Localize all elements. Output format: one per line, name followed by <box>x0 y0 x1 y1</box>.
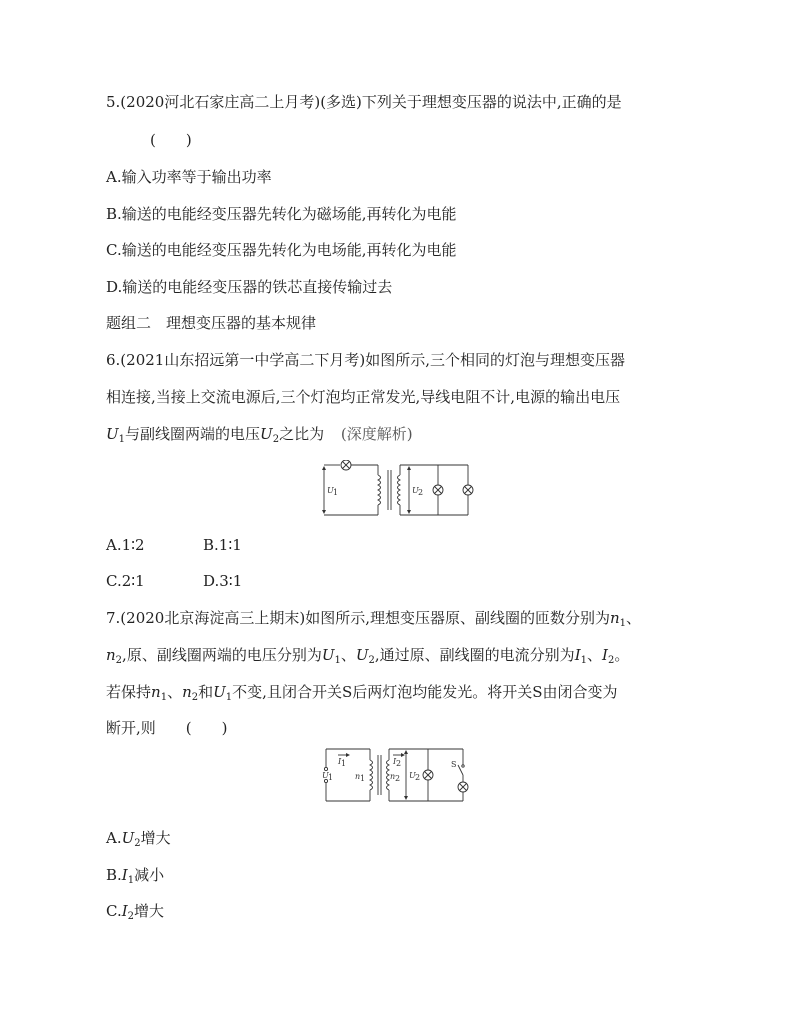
n2-symbol: n <box>106 646 116 664</box>
fig-i2-label: I <box>393 757 397 766</box>
q7-line-1-sep: 、 <box>626 609 642 627</box>
fig-i1-label: I <box>338 757 342 766</box>
n2-sub: 2 <box>191 692 199 703</box>
fig-u2-sub: 2 <box>418 488 424 497</box>
q7-sep: 、 <box>340 646 356 664</box>
fig-u2-label: U <box>412 486 419 495</box>
u2-symbol: U <box>355 646 369 664</box>
i1-sub: 1 <box>580 655 587 666</box>
q6-line-3-post: 之比为 <box>279 425 325 443</box>
q7-line-1 <box>106 608 641 634</box>
q5-option-c: C.输送的电能经变压器先转化为电场能,再转化为电能 <box>106 241 457 259</box>
q7-option-b-text: 减小 <box>134 866 165 884</box>
q7-option-c <box>106 901 164 927</box>
i2-symbol: I <box>602 646 608 664</box>
q7-option-b-label: B. <box>106 866 122 884</box>
i2-sub: 2 <box>127 911 135 922</box>
q7-line-3-a: 若保持 <box>106 683 152 701</box>
fig-u2-label: U <box>409 771 416 780</box>
u2-symbol: U <box>121 829 135 847</box>
u1-sub: 1 <box>118 434 126 445</box>
q7-line-3 <box>106 682 618 708</box>
q6-circuit-figure <box>318 460 478 520</box>
i2-symbol: I <box>121 902 128 920</box>
n1-sub: 1 <box>160 692 168 703</box>
q7-line-2-b: ,通过原、副线圈的电流分别为 <box>374 646 575 664</box>
q5-option-b: B.输送的电能经变压器先转化为磁场能,再转化为电能 <box>106 205 457 223</box>
q7-option-b <box>106 865 164 891</box>
q6-option-d: D.3∶1 <box>203 572 243 590</box>
n2-symbol: n <box>182 683 192 701</box>
fig-i1-sub: 1 <box>341 759 347 768</box>
u2-sub: 2 <box>272 434 280 445</box>
q7-option-a <box>106 828 171 854</box>
fig-i2-sub: 2 <box>396 759 402 768</box>
q7-option-a-text: 增大 <box>140 829 171 847</box>
fig-n1-sub: 1 <box>360 774 366 783</box>
depth-analysis-tag[interactable]: (深度解析) <box>340 425 413 443</box>
fig-u1-label: U <box>327 486 334 495</box>
q6-line-3-mid: 与副线圈两端的电压 <box>125 425 261 443</box>
fig-n2-sub: 2 <box>395 774 401 783</box>
q7-line-2-a: ,原、副线圈两端的电压分别为 <box>122 646 322 664</box>
q6-option-b: B.1∶1 <box>203 536 242 554</box>
q7-option-c-text: 增大 <box>134 902 165 920</box>
q7-line-3-b: 和 <box>198 683 214 701</box>
q6-line-1: 6.(2021山东招远第一中学高二下月考)如图所示,三个相同的灯泡与理想变压器 <box>106 351 625 369</box>
n1-symbol: n <box>151 683 161 701</box>
u2-sub: 2 <box>368 655 375 666</box>
n1-sub: 1 <box>619 618 627 629</box>
i1-sub: 1 <box>127 875 135 886</box>
u2-sub: 2 <box>134 838 141 849</box>
fig-u1-label: U <box>322 771 329 780</box>
u1-sub: 1 <box>334 655 341 666</box>
q5-option-a: A.输入功率等于输出功率 <box>106 168 272 186</box>
fig-switch-label: S <box>451 760 457 769</box>
q7-line-4: 断开,则 ( ) <box>106 719 228 737</box>
u1-symbol: U <box>213 683 226 701</box>
q7-period: 。 <box>614 646 630 664</box>
q5-option-d: D.输送的电能经变压器的铁芯直接传输过去 <box>106 278 393 296</box>
q6-line-2: 相连接,当接上交流电源后,三个灯泡均正常发光,导线电阻不计,电源的输出电压 <box>106 388 621 406</box>
n1-symbol: n <box>609 609 620 627</box>
q6-option-c: C.2∶1 <box>106 572 145 590</box>
fig-u2-sub: 2 <box>415 773 421 782</box>
u2-symbol: U <box>260 425 273 443</box>
i2-sub: 2 <box>607 655 615 666</box>
q6-line-3 <box>106 424 413 450</box>
u1-symbol: U <box>321 646 335 664</box>
q6-option-a: A.1∶2 <box>106 536 145 554</box>
q5-stem: 5.(2020河北石家庄高二上月考)(多选)下列关于理想变压器的说法中,正确的是 <box>106 93 622 111</box>
fig-n1-label: n <box>355 772 361 781</box>
q7-line-1-text: 7.(2020北京海淀高三上期末)如图所示,理想变压器原、副线圈的匝数分别为 <box>106 609 610 627</box>
fig-u1-sub: 1 <box>333 488 339 497</box>
i1-symbol: I <box>121 866 128 884</box>
q7-line-2 <box>106 645 629 671</box>
q7-sep: 、 <box>587 646 603 664</box>
u1-sub: 1 <box>225 692 233 703</box>
q5-answer-blank: ( ) <box>150 131 192 149</box>
q7-line-3-c: 不变,且闭合开关S后两灯泡均能发光。将开关S由闭合变为 <box>232 683 618 701</box>
q7-option-c-label: C. <box>106 902 122 920</box>
i1-symbol: I <box>574 646 581 664</box>
fig-u1-sub: 1 <box>328 773 334 782</box>
q7-sep: 、 <box>167 683 183 701</box>
n2-sub: 2 <box>115 655 123 666</box>
fig-n2-label: n <box>390 772 396 781</box>
group-heading: 题组二 理想变压器的基本规律 <box>106 314 317 332</box>
q7-circuit-figure <box>318 745 478 805</box>
q7-option-a-label: A. <box>106 829 122 847</box>
u1-symbol: U <box>106 425 119 443</box>
